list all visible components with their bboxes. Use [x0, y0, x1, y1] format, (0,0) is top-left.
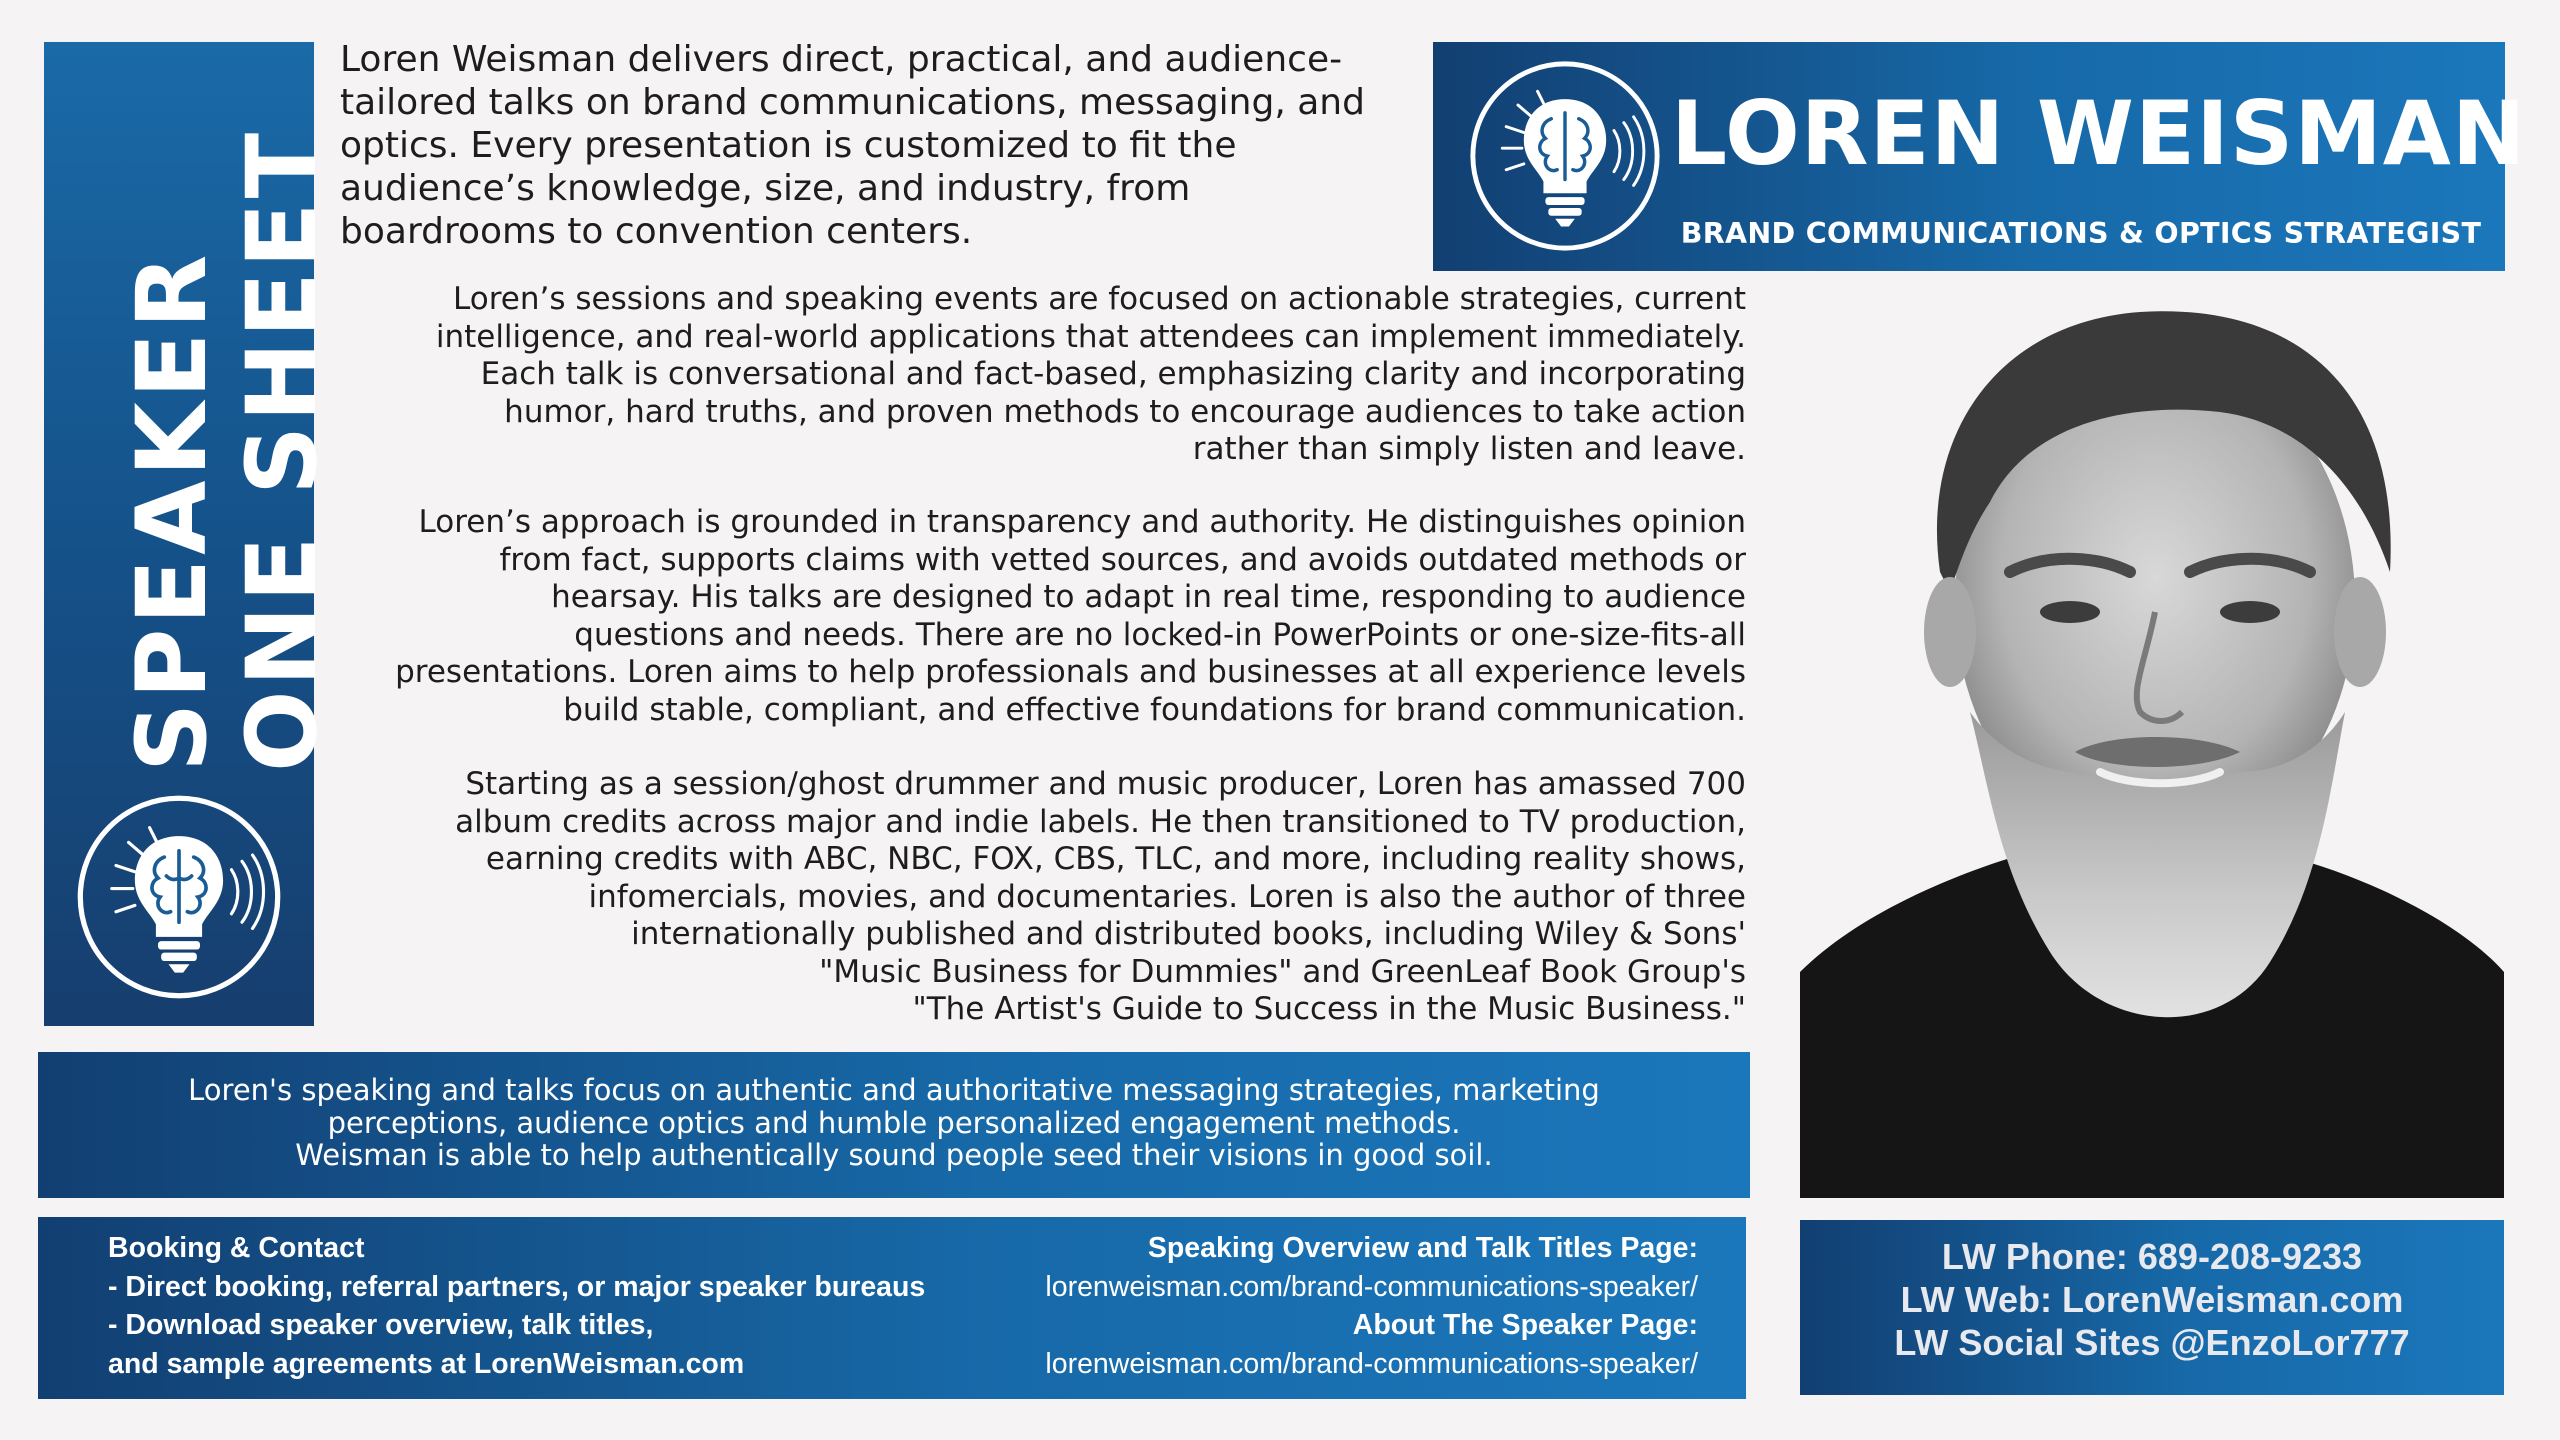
- contact-social: LW Social Sites @EnzoLor777: [1894, 1322, 2410, 1363]
- paragraph-line: internationally published and distributed books, including Wiley & Sons': [631, 916, 1746, 952]
- sessions-paragraph: [340, 281, 1746, 469]
- approach-paragraph: [340, 504, 1746, 729]
- banner-title-line1: SPEAKER: [116, 250, 228, 772]
- about-page-label: About The Speaker Page:: [1352, 1309, 1698, 1341]
- speaker-subtitle: BRAND COMMUNICATIONS & OPTICS STRATEGIST: [1680, 217, 2482, 250]
- paragraph-line: intelligence, and real-world applications that attendees can implement immediately.: [435, 318, 1746, 355]
- speaker-one-sheet-banner: [44, 42, 338, 1026]
- paragraph-line: build stable, compliant, and effective foundations for brand communication.: [563, 691, 1746, 728]
- paragraph-line: hearsay. His talks are designed to adapt in real time, responding to audience: [551, 579, 1746, 615]
- overview-page-label: Speaking Overview and Talk Titles Page:: [1147, 1232, 1698, 1264]
- paragraph-line: presentations. Loren aims to help professionals and businesses at all experience levels: [395, 654, 1746, 690]
- paragraph-line: "The Artist's Guide to Success in the Music Business.": [912, 991, 1746, 1027]
- paragraph-line: Loren’s approach is grounded in transparency and authority. He distinguishes opinion: [418, 504, 1746, 540]
- booking-line: - Direct booking, referral partners, or major speaker bureaus: [108, 1270, 926, 1303]
- focus-line: perceptions, audience optics and humble personalized engagement methods.: [327, 1105, 1461, 1140]
- paragraph-line: from fact, supports claims with vetted sources, and avoids outdated methods or: [499, 541, 1746, 578]
- speaker-photo: [1800, 272, 2504, 1198]
- booking-line: - Download speaker overview, talk titles,: [108, 1309, 654, 1341]
- booking-contact-bar: [38, 1217, 1746, 1399]
- lightbulb-brain-icon: [1467, 58, 1663, 254]
- banner-title-line2: ONE SHEET: [226, 128, 338, 772]
- paragraph-line: infomercials, movies, and documentaries. Loren is also the author of three: [588, 878, 1746, 915]
- booking-line: and sample agreements at LorenWeisman.com: [108, 1347, 745, 1380]
- speaker-name: LOREN WEISMAN: [1671, 82, 2527, 185]
- paragraph-line: album credits across major and indie labels. He then transitioned to TV production,: [455, 803, 1746, 840]
- paragraph-line: Loren’s sessions and speaking events are focused on actionable strategies, current: [453, 281, 1746, 317]
- booking-info: [108, 1229, 925, 1383]
- paragraph-line: questions and needs. There are no locked-in PowerPoints or one-size-fits-all: [574, 616, 1746, 653]
- booking-heading: Booking & Contact: [108, 1232, 365, 1264]
- contact-web[interactable]: LW Web: LorenWeisman.com: [1900, 1279, 2404, 1320]
- name-header: [1433, 42, 2527, 271]
- intro-paragraph: Loren Weisman delivers direct, practical, and audience-tailored talks on brand communications, messaging, and optics. Every presentation is customized to fit the audience’s knowledge, size, and industry, from boardrooms to convention centers.: [340, 39, 1365, 252]
- focus-line: Loren's speaking and talks focus on authentic and authoritative messaging strategies, marketing: [188, 1073, 1600, 1107]
- about-page-link[interactable]: lorenweisman.com/brand-communications-speaker/: [1045, 1347, 1698, 1380]
- paragraph-line: Starting as a session/ghost drummer and music producer, Loren has amassed 700: [465, 766, 1746, 802]
- focus-line: Weisman is able to help authentically sound people seed their visions in good soil.: [295, 1138, 1493, 1172]
- overview-page-link[interactable]: lorenweisman.com/brand-communications-speaker/: [1045, 1270, 1698, 1303]
- paragraph-line: earning credits with ABC, NBC, FOX, CBS, TLC, and more, including reality shows,: [485, 841, 1746, 877]
- contact-phone: LW Phone: 689-208-9233: [1941, 1236, 2363, 1277]
- lightbulb-brain-icon: [74, 792, 284, 1002]
- paragraph-line: humor, hard truths, and proven methods to encourage audiences to take action: [504, 393, 1746, 430]
- banner-title: [44, 42, 338, 782]
- speaker-pages: [1045, 1229, 1698, 1383]
- paragraph-line: "Music Business for Dummies" and GreenLeaf Book Group's: [819, 953, 1746, 990]
- speaking-focus-banner: [38, 1052, 1750, 1198]
- contact-box: [1800, 1220, 2504, 1395]
- paragraph-line: rather than simply listen and leave.: [1192, 431, 1746, 467]
- paragraph-line: Each talk is conversational and fact-based, emphasizing clarity and incorporating: [480, 356, 1746, 392]
- background-paragraph: [340, 766, 1746, 1029]
